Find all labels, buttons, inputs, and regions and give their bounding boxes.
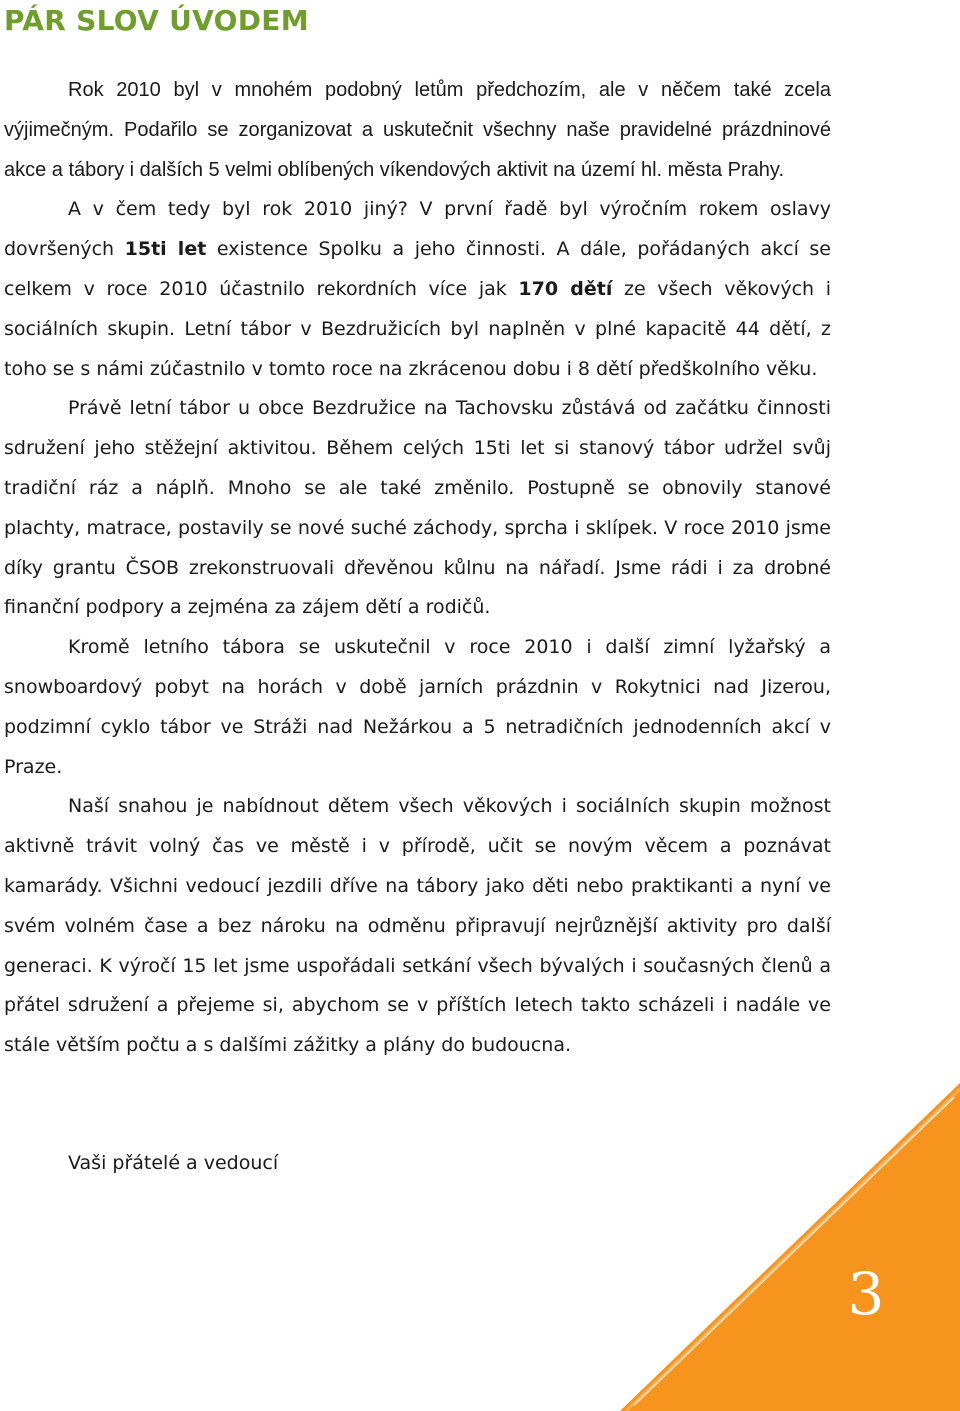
- paragraph-text: A v čem tedy byl rok 2010 jiný? V první řadě byl výročním rokem oslavy dovršených: [4, 198, 831, 261]
- body-text: [4, 71, 831, 1066]
- paragraph-anniversary: [4, 190, 831, 389]
- corner-triangle-decoration: [620, 1083, 960, 1411]
- paragraph-summer-camp: [4, 389, 831, 628]
- paragraph-intro: [4, 71, 831, 190]
- bold-children-count: 170 dětí: [518, 277, 613, 300]
- paragraph-text: Kromě letního tábora se uskutečnil v roce 2010 i další zimní lyžařský a snowboardový pobyt na horách v době jarních prázdnin v Rokytnici nad Jizerou, podzimní cyklo tábor ve Stráži nad Nežárkou a 5 netradičních jednodenních akcí v Praze.: [4, 636, 831, 778]
- paragraph-text: ze všech věkových i sociálních skupin. Letní tábor v Bezdružicích byl naplněn v plné kapacitě 44 dětí, z toho se s námi zúčastnilo v tomto roce na zkrácenou dobu i 8 dětí předškolního věku.: [4, 277, 832, 380]
- page-number: 3: [847, 1260, 885, 1328]
- page-title: PÁR SLOV ÚVODEM: [4, 4, 309, 37]
- corner-triangle-shape: [620, 1083, 960, 1411]
- paragraph-mission: [4, 787, 831, 1066]
- paragraph-other-events: [4, 628, 831, 787]
- signature: Vaši přátelé a vedoucí: [68, 1152, 279, 1174]
- paragraph-text: Rok 2010 byl v mnohém podobný letům předchozím, ale v něčem také zcela výjimečným. Podařilo se zorganizovat a uskutečnit všechny naše pravidelné prázdninové akce a tábory i dalších 5 velmi oblíbených víkendových aktivit na území hl. města Prahy.: [4, 79, 831, 181]
- paragraph-text: Právě letní tábor u obce Bezdružice na Tachovsku zůstává od začátku činnosti sdružení jeho stěžejní aktivitou. Během celých 15ti let si stanový tábor udržel svůj tradiční ráz a náplň. Mnoho se ale také změnilo. Postupně se obnovily stanové plachty, matrace, postavily se nové suché záchody, sprcha i sklípek. V roce 2010 jsme díky grantu ČSOB zrekonstruovali dřevěnou kůlnu na nářadí. Jsme rádi i za drobné finanční podpory a zejména za zájem dětí a rodičů.: [4, 397, 831, 619]
- paragraph-text: Naší snahou je nabídnout dětem všech věkových i sociálních skupin možnost aktivně trávit volný čas ve městě i v přírodě, učit se novým věcem a poznávat kamarády. Všichni vedoucí jezdili dříve na tábory jako děti nebo praktikanti a nyní ve svém volném čase a bez nároku na odměnu připravují nejrůznější aktivity pro další generaci. K výročí 15 let jsme uspořádali setkání všech bývalých i současných členů a přátel sdružení a přejeme si, abychom se v příštích letech takto scházeli i nadále ve stále větším počtu a s dalšími zážitky a plány do budoucna.: [4, 795, 831, 1057]
- paragraph-text: existence Spolku a jeho činnosti. A dále, pořádaných akcí se celkem v roce 2010 účastnilo rekordních více jak: [4, 238, 831, 300]
- bold-years: 15ti let: [124, 238, 207, 261]
